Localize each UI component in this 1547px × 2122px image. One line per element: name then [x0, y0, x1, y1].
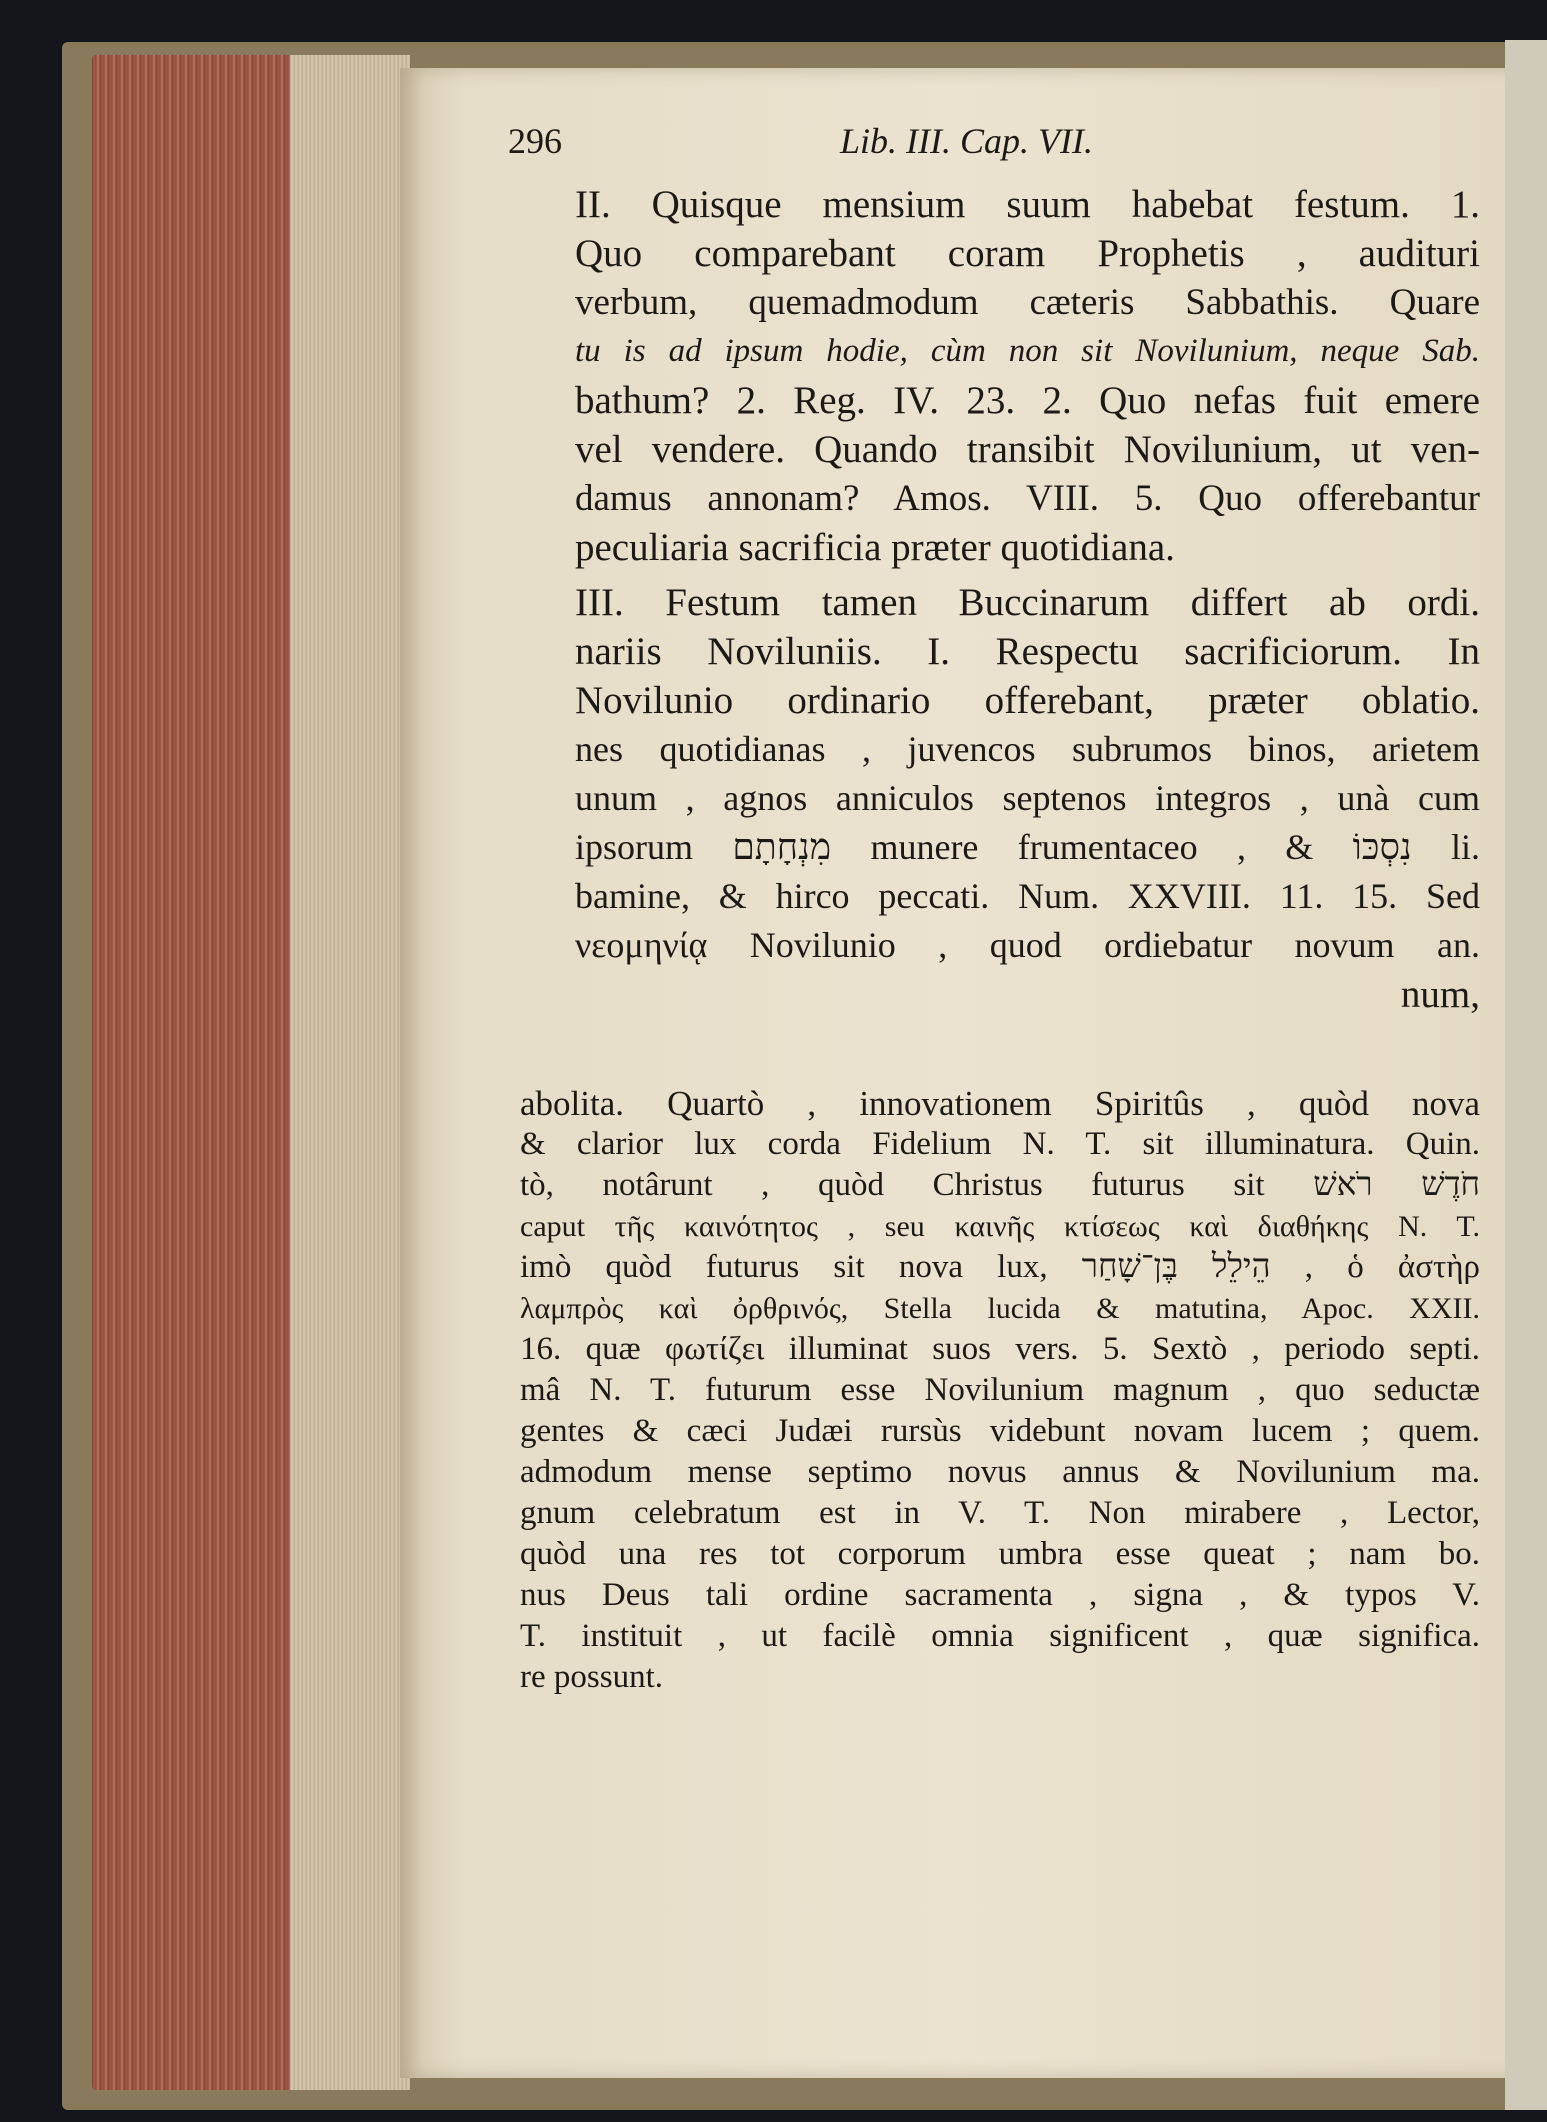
- text-line: unum , agnos anniculos septenos integros , unà cum: [575, 778, 1480, 818]
- text-line: admodum mense septimo novus annus & Novilunium ma.: [520, 1454, 1480, 1490]
- text-line: imò quòd futurus sit nova lux, הֵילֵל בֶּן־שָׁחַר , ὁ ἀστὴρ: [520, 1249, 1480, 1285]
- text-line: bathum? 2. Reg. IV. 23. 2. Quo nefas fuit emere: [575, 379, 1480, 422]
- text-line: Novilunio ordinario offerebant, præter oblatio.: [575, 679, 1480, 722]
- catchword: num,: [1400, 973, 1480, 1016]
- text-line: tu is ad ipsum hodie, cùm non sit Novilunium, neque Sab.: [575, 333, 1480, 369]
- page-stack: [290, 55, 410, 2090]
- page-number: 296: [508, 121, 562, 161]
- text-line: re possunt.: [520, 1659, 663, 1695]
- text-line: nes quotidianas , juvencos subrumos binos, arietem: [575, 729, 1480, 769]
- text-line: νεομηνίᾳ Novilunio , quod ordiebatur novum an.: [575, 925, 1480, 965]
- text-line: III. Festum tamen Buccinarum differt ab ordi.: [575, 581, 1480, 624]
- text-line: nus Deus tali ordine sacramenta , signa , & typos V.: [520, 1577, 1480, 1613]
- page-text: [508, 120, 1480, 1698]
- page-margin-strip: [1505, 40, 1547, 2110]
- paragraph-3: [520, 578, 1480, 1019]
- text-line: Quo comparebant coram Prophetis , audituri: [575, 232, 1480, 275]
- running-title: Lib. III. Cap. VII.: [840, 121, 1093, 161]
- text-line: verbum, quemadmodum cæteris Sabbathis. Quare: [575, 282, 1480, 323]
- text-line: gnum celebratum est in V. T. Non mirabere , Lector,: [520, 1495, 1480, 1531]
- text-line: vel vendere. Quando transibit Novilunium, ut ven-: [575, 428, 1480, 471]
- section-gap: [520, 1019, 1480, 1059]
- text-line: II. Quisque mensium suum habebat festum. 1.: [575, 183, 1480, 226]
- text-line: λαμπρὸς καὶ ὀρθρινός, Stella lucida & matutina, Apoc. XXII.: [520, 1292, 1480, 1325]
- paragraph-2: [520, 180, 1480, 572]
- text-line: tò, notârunt , quòd Christus futurus sit חֹדֶשׁ רֹאשׁ: [520, 1167, 1480, 1203]
- text-line: & clarior lux corda Fidelium N. T. sit illuminatura. Quin.: [520, 1126, 1480, 1162]
- paragraph-4: [520, 1083, 1480, 1698]
- text-line: quòd una res tot corporum umbra esse queat ; nam bo.: [520, 1536, 1480, 1572]
- text-line: mâ N. T. futurum esse Novilunium magnum , quo seductæ: [520, 1372, 1480, 1408]
- text-line: ipsorum מִנְחָתָם munere frumentaceo , & נִסְכּוֹ li.: [575, 827, 1480, 867]
- text-line: 16. quæ φωτίζει illuminat suos vers. 5. Sextò , periodo septi.: [520, 1331, 1480, 1367]
- text-line: bamine, & hirco peccati. Num. XXVIII. 11. 15. Sed: [575, 876, 1480, 916]
- text-line: damus annonam? Amos. VIII. 5. Quo offerebantur: [575, 478, 1480, 519]
- text-line: T. instituit , ut facilè omnia significent , quæ significa.: [520, 1618, 1480, 1654]
- text-line: gentes & cæci Judæi rursùs videbunt novam lucem ; quem.: [520, 1413, 1480, 1449]
- text-line: caput τῆς καινότητος , seu καινῆς κτίσεως καὶ διαθήκης N. T.: [520, 1210, 1480, 1243]
- running-head: [508, 120, 1480, 180]
- text-line: nariis Noviluniis. I. Respectu sacrificiorum. In: [575, 630, 1480, 673]
- text-line: abolita. Quartò , innovationem Spiritûs , quòd nova: [520, 1084, 1480, 1123]
- text-line: peculiaria sacrificia præter quotidiana.: [575, 526, 1175, 569]
